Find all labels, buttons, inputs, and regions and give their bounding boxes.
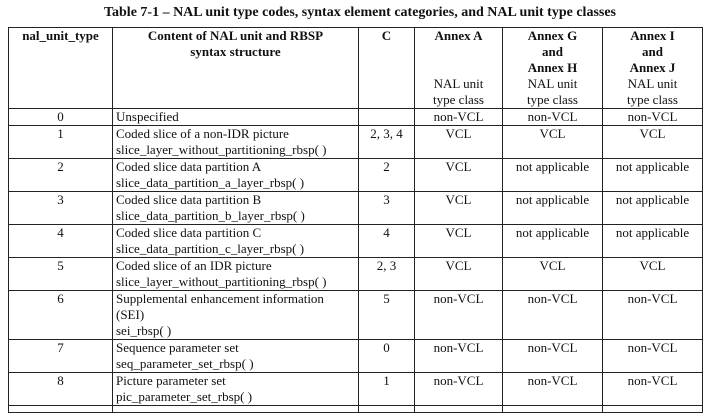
cell-content-line: Coded slice of an IDR picture	[116, 258, 272, 273]
table-row	[9, 373, 703, 406]
header-annex-a: Annex A NAL unit type class	[415, 28, 503, 109]
cell-annex-g-h: non-VCL	[503, 291, 603, 340]
cell-annex-a: non-VCL	[415, 373, 503, 406]
cell-content	[113, 159, 359, 192]
cell-c: 1	[359, 373, 415, 406]
cell-c: 0	[359, 340, 415, 373]
cell-annex-i-j: not applicable	[603, 225, 703, 258]
cell-nal-unit-type: 3	[9, 192, 113, 225]
cell-partial	[359, 406, 415, 413]
cell-annex-a: non-VCL	[415, 340, 503, 373]
cell-content-line: seq_parameter_set_rbsp( )	[116, 356, 254, 371]
cell-content-line: slice_data_partition_a_layer_rbsp( )	[116, 175, 305, 190]
cell-annex-a: VCL	[415, 225, 503, 258]
cell-nal-unit-type: 1	[9, 126, 113, 159]
cell-content	[113, 291, 359, 340]
cell-annex-g-h: not applicable	[503, 192, 603, 225]
cell-nal-unit-type: 8	[9, 373, 113, 406]
cell-content-line: Coded slice data partition C	[116, 225, 262, 240]
cell-annex-i-j: non-VCL	[603, 373, 703, 406]
table-row	[9, 159, 703, 192]
cell-content-line: Sequence parameter set	[116, 340, 239, 355]
table-row	[9, 126, 703, 159]
cell-annex-a: VCL	[415, 159, 503, 192]
cell-content-line: pic_parameter_set_rbsp( )	[116, 389, 253, 404]
cell-content	[113, 192, 359, 225]
header-nal-unit-type: nal_unit_type	[9, 28, 113, 109]
header-content: Content of NAL unit and RBSP syntax structure	[113, 28, 359, 109]
cell-annex-a: VCL	[415, 258, 503, 291]
cell-annex-a: VCL	[415, 126, 503, 159]
cell-partial	[415, 406, 503, 413]
cell-partial	[503, 406, 603, 413]
cell-annex-g-h: VCL	[503, 258, 603, 291]
cell-annex-i-j: VCL	[603, 258, 703, 291]
header-annex-i-j: Annex I and Annex J NAL unit type class	[603, 28, 703, 109]
cell-content-line: slice_layer_without_partitioning_rbsp( )	[116, 274, 327, 289]
cell-content	[113, 258, 359, 291]
cell-annex-a: non-VCL	[415, 291, 503, 340]
cell-content	[113, 126, 359, 159]
header-annex-g-h: Annex G and Annex H NAL unit type class	[503, 28, 603, 109]
cell-content	[113, 109, 359, 126]
cell-annex-i-j: non-VCL	[603, 109, 703, 126]
cell-annex-g-h: VCL	[503, 126, 603, 159]
cell-annex-i-j: VCL	[603, 126, 703, 159]
table-row	[9, 192, 703, 225]
cell-c	[359, 109, 415, 126]
cell-annex-i-j: non-VCL	[603, 340, 703, 373]
table-row-partial	[9, 406, 703, 413]
cell-annex-g-h: non-VCL	[503, 340, 603, 373]
table-row	[9, 291, 703, 340]
cell-annex-g-h: non-VCL	[503, 109, 603, 126]
cell-c: 2, 3, 4	[359, 126, 415, 159]
cell-content-line: Supplemental enhancement information	[116, 291, 324, 306]
cell-nal-unit-type: 7	[9, 340, 113, 373]
cell-content-line: Coded slice of a non-IDR picture	[116, 126, 289, 141]
cell-c: 5	[359, 291, 415, 340]
cell-c: 2	[359, 159, 415, 192]
cell-content-line: slice_data_partition_b_layer_rbsp( )	[116, 208, 305, 223]
cell-content-line: slice_data_partition_c_layer_rbsp( )	[116, 241, 305, 256]
table-header-row	[9, 28, 703, 109]
cell-annex-i-j: not applicable	[603, 192, 703, 225]
cell-annex-a: VCL	[415, 192, 503, 225]
table-body	[9, 109, 703, 413]
cell-c: 2, 3	[359, 258, 415, 291]
table-row	[9, 225, 703, 258]
cell-annex-g-h: not applicable	[503, 159, 603, 192]
cell-content-line: (SEI)	[116, 307, 145, 322]
cell-content	[113, 340, 359, 373]
table-row	[9, 109, 703, 126]
cell-c: 3	[359, 192, 415, 225]
cell-content-line: slice_layer_without_partitioning_rbsp( )	[116, 142, 327, 157]
cell-nal-unit-type: 6	[9, 291, 113, 340]
cell-annex-i-j: not applicable	[603, 159, 703, 192]
cell-content	[113, 373, 359, 406]
cell-nal-unit-type: 5	[9, 258, 113, 291]
cell-annex-a: non-VCL	[415, 109, 503, 126]
cell-partial	[9, 406, 113, 413]
cell-annex-g-h: not applicable	[503, 225, 603, 258]
cell-nal-unit-type: 4	[9, 225, 113, 258]
header-c: C	[359, 28, 415, 109]
cell-content-line: Coded slice data partition A	[116, 159, 262, 174]
table-caption: Table 7-1 – NAL unit type codes, syntax element categories, and NAL unit type classes	[103, 5, 617, 20]
cell-content-line: Coded slice data partition B	[116, 192, 262, 207]
cell-nal-unit-type: 2	[9, 159, 113, 192]
cell-annex-g-h: non-VCL	[503, 373, 603, 406]
cell-content-line: Picture parameter set	[116, 373, 226, 388]
table-row	[9, 258, 703, 291]
table-row	[9, 340, 703, 373]
cell-annex-i-j: non-VCL	[603, 291, 703, 340]
cell-content-line: Unspecified	[116, 109, 179, 124]
cell-nal-unit-type: 0	[9, 109, 113, 126]
cell-c: 4	[359, 225, 415, 258]
cell-content	[113, 225, 359, 258]
cell-partial	[603, 406, 703, 413]
nal-unit-type-table	[8, 27, 703, 413]
cell-partial	[113, 406, 359, 413]
cell-content-line: sei_rbsp( )	[116, 323, 172, 338]
